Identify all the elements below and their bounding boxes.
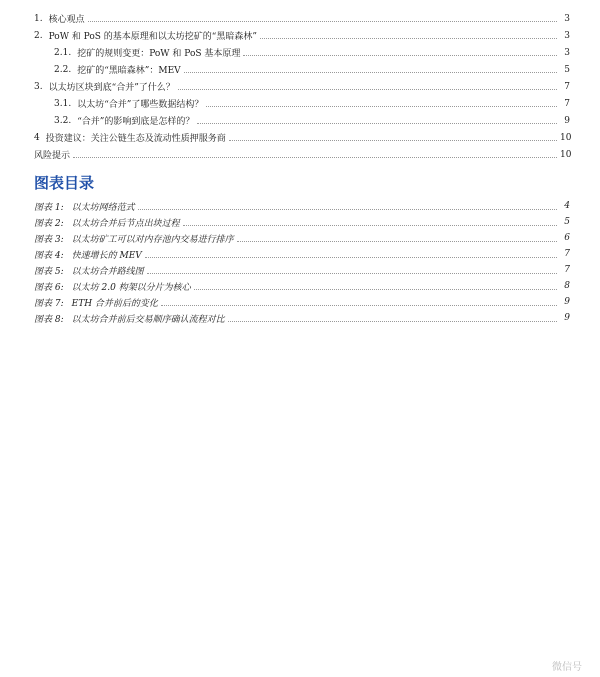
figure-entry[interactable] — [34, 230, 570, 246]
figure-entry[interactable] — [34, 262, 570, 278]
figures-list — [34, 198, 570, 326]
figure-title: 以太坊合并路线图 — [71, 266, 144, 277]
toc-entry[interactable] — [34, 129, 570, 146]
leader-dots — [184, 72, 557, 73]
figure-page: 5 — [564, 217, 570, 227]
leader-dots — [243, 55, 557, 56]
figure-page: 9 — [564, 297, 570, 307]
figure-page: 8 — [564, 281, 570, 291]
figure-title: 以太坊合并后节点出块过程 — [71, 218, 180, 229]
figure-page: 6 — [564, 233, 570, 243]
toc-entry[interactable] — [34, 44, 570, 61]
leader-dots — [178, 89, 557, 90]
leader-dots — [147, 273, 557, 274]
leader-dots — [161, 305, 557, 306]
figure-entry[interactable] — [34, 246, 570, 262]
toc-entry-page: 3 — [564, 47, 570, 58]
toc-entry-title: 挖矿的“黑暗森林”：MEV — [77, 66, 181, 76]
toc-entry-number: 4 — [34, 132, 40, 143]
leader-dots — [194, 289, 557, 290]
figure-label: 图表 8: — [34, 314, 64, 325]
figure-entry[interactable] — [34, 310, 570, 326]
toc-entry-page: 7 — [564, 98, 570, 109]
figure-label: 图表 5: — [34, 266, 64, 277]
figure-page: 9 — [564, 313, 570, 323]
toc-entry[interactable] — [34, 61, 570, 78]
leader-dots — [145, 257, 557, 258]
figure-entry[interactable] — [34, 278, 570, 294]
figure-title: 以太坊矿工可以对内存池内交易进行排序 — [71, 234, 234, 245]
toc-entry-number: 2. — [34, 30, 43, 41]
toc-entry-page: 9 — [564, 115, 570, 126]
figures-heading: 图表目录 — [34, 174, 95, 192]
toc-entry-page: 3 — [564, 30, 570, 41]
figure-label: 图表 7: — [34, 298, 64, 309]
figure-title: 以太坊网络范式 — [71, 202, 135, 213]
toc-entry-title: 核心观点 — [48, 15, 85, 25]
toc-entry-page: 3 — [564, 13, 570, 24]
figure-title: ETH 合并前后的变化 — [71, 298, 158, 309]
figure-page: 7 — [564, 265, 570, 275]
toc-entry-number: 3.2. — [54, 115, 72, 126]
toc-entry-title: “合并”的影响到底是怎样的？ — [77, 117, 195, 127]
figure-label: 图表 2: — [34, 218, 64, 229]
leader-dots — [260, 38, 557, 39]
figure-title: 以太坊合并前后交易顺序确认流程对比 — [71, 314, 225, 325]
toc-entry-page: 10 — [560, 132, 572, 143]
toc-entry-title: PoW 和 PoS 的基本原理和以太坊挖矿的“黑暗森林” — [48, 32, 258, 42]
figure-page: 4 — [564, 201, 570, 211]
toc-entry[interactable] — [34, 27, 570, 44]
toc-entry[interactable] — [34, 146, 570, 163]
watermark: 微信号 — [552, 662, 582, 673]
leader-dots — [237, 241, 557, 242]
toc-entry-title: 投资建议：关注公链生态及流动性质押服务商 — [45, 134, 226, 144]
table-of-contents — [34, 10, 570, 163]
figure-page: 7 — [564, 249, 570, 259]
toc-entry[interactable] — [34, 78, 570, 95]
toc-entry-number: 2.1. — [54, 47, 72, 58]
figure-label: 图表 1: — [34, 202, 64, 213]
leader-dots — [73, 157, 557, 158]
toc-entry-page: 7 — [564, 81, 570, 92]
toc-entry-page: 5 — [564, 64, 570, 75]
figure-label: 图表 3: — [34, 234, 64, 245]
toc-entry-number: 3. — [34, 81, 43, 92]
toc-entry-title: 以太坊“合并”了哪些数据结构？ — [77, 100, 204, 110]
figure-title: 以太坊 2.0 构架以分片为核心 — [71, 282, 191, 293]
figure-entry[interactable] — [34, 198, 570, 214]
leader-dots — [229, 140, 557, 141]
toc-entry-page: 10 — [560, 149, 572, 160]
toc-entry-title: 风险提示 — [34, 151, 71, 161]
toc-entry-number: 2.2. — [54, 64, 72, 75]
leader-dots — [138, 209, 557, 210]
figure-entry[interactable] — [34, 214, 570, 230]
figure-title: 快速增长的 MEV — [71, 250, 142, 261]
leader-dots — [228, 321, 557, 322]
toc-entry[interactable] — [34, 95, 570, 112]
toc-entry-title: 挖矿的规则变更：PoW 和 PoS 基本原理 — [77, 49, 241, 59]
toc-entry[interactable] — [34, 112, 570, 129]
leader-dots — [88, 21, 557, 22]
toc-entry[interactable] — [34, 10, 570, 27]
leader-dots — [183, 225, 557, 226]
figure-label: 图表 6: — [34, 282, 64, 293]
leader-dots — [197, 123, 557, 124]
toc-entry-number: 3.1. — [54, 98, 72, 109]
toc-entry-title: 以太坊区块到底“合并”了什么？ — [48, 83, 175, 93]
toc-entry-number: 1. — [34, 13, 43, 24]
figure-entry[interactable] — [34, 294, 570, 310]
figure-label: 图表 4: — [34, 250, 64, 261]
leader-dots — [206, 106, 557, 107]
